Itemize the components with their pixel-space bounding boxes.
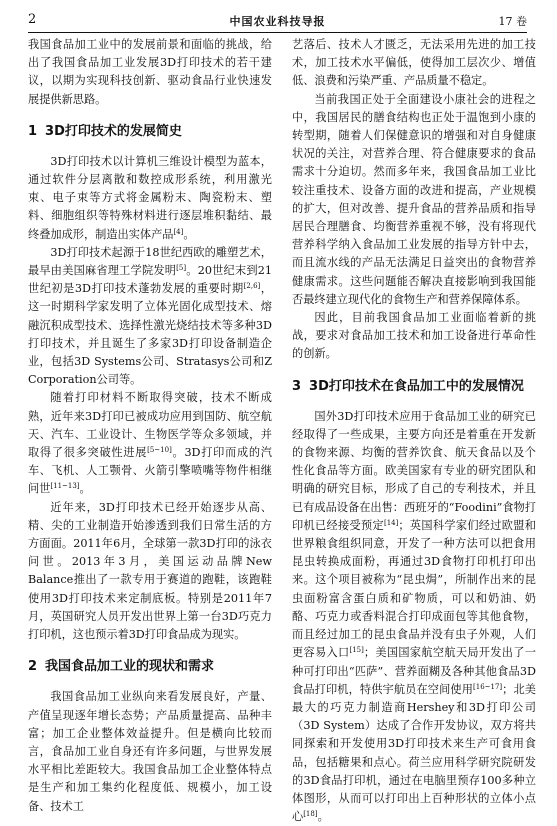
right-column [292,36,536,824]
section-2-number: 2 [28,659,38,675]
volume-number: 17 卷 [498,15,527,28]
section-2-paragraph-2: 当前我国正处于全面建设小康社会的进程之中，我国居民的膳食结构也正处于温饱到小康的转型期，随着人们保健意识的增强和对自身健康状况的关注，对营养合理、符合健康要求的食品需求十分迫切。然而多年来，我国食品加工业比较注重技术、设备方面的改进和提高，产业规模的扩大，但对改善、提升食品的营养品质和指导居民合理膳食、均衡营养重视不够，没有将现代营养科学纳入食品加工业发展的指导方针中去，而且流水线的产品无法满足日益突出的食物营养健康需求。这些问题能否解决直接影响到我国能否最终建立现代化的食物生产和营养保障体系。 [292,92,536,306]
section-1-paragraph-1: 3D打印技术以计算机三维设计模型为蓝本，通过软件分层离散和数控成形系统，利用激光束、电子束等方式将金属粉末、陶瓷粉末、塑料、细胞组织等特殊材料进行逐层堆积黏结、最终叠加成形，制造出实体产品[4]。 [28,154,272,241]
section-1-paragraph-4: 近年来，3D打印技术已经开始逐步从高、精、尖的工业制造开始渗透到我们日常生活的方方面面。2011年6月，全球第一款3D打印的泳衣问世。2013年3月，美国运动品牌New Balance推出了一款专用于赛道的跑鞋，该跑鞋使用3D打印技术来定制底板。特别是2011年7月，英国研究人员开发出世界上第一台3D巧克力打印机，这也预示着3D打印食品成为现实。 [28,500,272,642]
section-3-paragraph-1: 国外3D打印技术应用于食品加工业的研究已经取得了一些成果，主要方向还是着重在开发新的食物来源、均衡的营养饮食、航天食品以及个性化食品等方面。欧美国家有专业的研究团队和明确的研究目标，形成了自己的专利技术，并且已有成品设备在出售：西班牙的“Foodini”食物打印机已经接受预定[14]；英国科学家们经过欧盟和世界粮食组织同意，开发了一种方法可以把食用昆虫转换成面粉，再通过3D食物打印机打印出来。这个项目被称为“昆虫焗”，所制作出来的昆虫面粉富含蛋白质和矿物质，可以和奶油、奶酪、巧克力或香料混合打印成面包等其他食物，而且经过加工的昆虫食品并没有虫子外观，人们更容易入口[15]；美国国家航空航天局开发出了一种可打印出“匹萨”、营养面糊及各种其他食品3D食品打印机，特供宇航员在空间使用[16~17]；北美最大的巧克力制造商Hershey和3D打印公司（3D System）达成了合作开发协议，双方将共同探索和开发使用3D打印技术来生产可食用食品，包括糖果和点心。荷兰应用科学研究院研发的3D食品打印机，通过在电脑里预存100多种立体图形，从而可以打印出上百种形状的立体小点心[18]。 [292,409,536,824]
intro-paragraph: 我国食品加工业中的发展前景和面临的挑战，给出了我国食品加工业发展3D打印技术的若干建议，以期为实现科技创新、驱动食品行业快速发展提供新思路。 [28,38,272,106]
section-1-paragraph-3: 随着打印材料不断取得突破，技术不断成熟，近年来3D打印已被成功应用到国防、航空航天、汽车、工业设计、生物医学等众多领域，并取得了很多突破性进展[5~10]。3D打印而成的汽车、飞机、人工颚骨、火箭引擎喷嘴等物件相继问世[11~13]。 [28,391,272,496]
section-2-paragraph-3: 因此，目前我国食品加工业面临着新的挑战，要求对食品加工技术和加工设备进行革命性的创新。 [292,311,536,361]
citation: [5] [176,264,187,273]
section-1-number: 1 [28,123,38,139]
citation: [4] [173,227,184,236]
section-3-heading [292,378,536,396]
section-2-heading [28,658,272,676]
page-number: 2 [28,12,37,27]
section-1-paragraph-2: 3D打印技术起源于18世纪西欧的雕塑艺术，最早由美国麻省理工学院发明[5]。20世纪末到21世纪初是3D打印技术蓬勃发展的重要时期[2,6]，这一时期科学家发明了立体光固化成型技术、熔融沉积成型技术、选择性激光烧结技术等多种3D打印技术，并且诞生了多家3D打印设备制造企业，包括3D Systems公司、Stratasys公司和Z Corporation公司等。 [28,245,272,387]
citation: [18] [303,810,318,819]
citation: [11~13] [50,482,80,491]
section-1-title: 3D打印技术的发展简史 [45,123,182,139]
section-3-number: 3 [292,378,302,394]
citation: [5~10] [147,446,172,455]
section-3-title: 3D打印技术在食品加工中的发展情况 [309,378,524,394]
running-header [28,10,527,33]
section-2-paragraph-1: 我国食品加工业纵向来看发展良好，产量、产值呈现逐年增长态势；产品质量提高、品种丰富；加工企业整体效益提升。但是横向比较而言，食品加工业自身还有许多问题，与世界发展水平相比差距较大。我国食品加工企业整体特点是生产和加工集约化程度低、规模小，加工设备、技术工 [28,690,272,813]
journal-name: 中国农业科技导报 [229,15,326,28]
citation: [2,6] [243,282,261,291]
continued-paragraph: 艺落后、技术人才匮乏，无法采用先进的加工技术，加工技术水平偏低，使得加工层次少、增值低、浪费和污染严重、产品质量不稳定。 [292,38,536,88]
section-2-title: 我国食品加工业的现状和需求 [45,659,215,675]
left-column [28,36,272,813]
section-1-heading [28,123,272,141]
citation: [14] [383,518,399,527]
citation: [16~17] [473,682,503,691]
citation: [15] [349,646,364,655]
